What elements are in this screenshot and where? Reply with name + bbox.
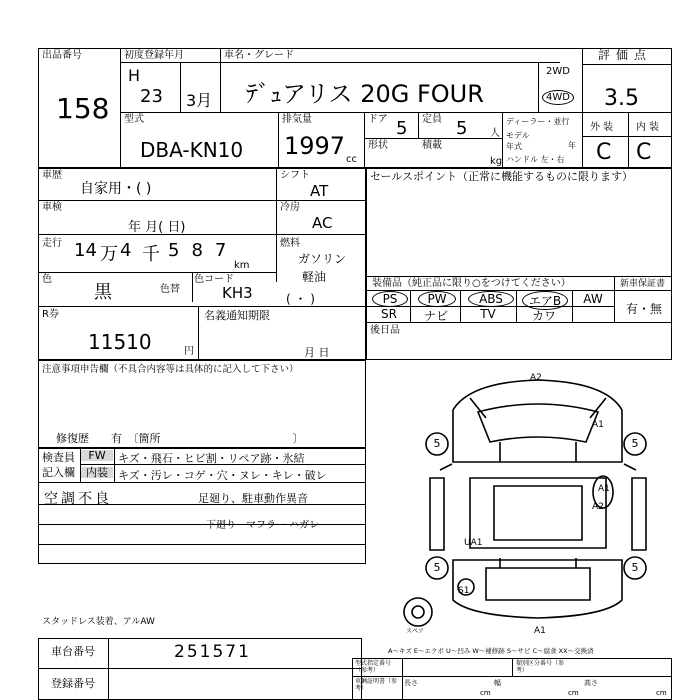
drive-4wd: 4WD [542, 90, 574, 105]
model-value: DBA-KN10 [140, 138, 244, 162]
model-year-label: モデル年式 [506, 131, 530, 151]
year-unit: 年 [568, 141, 576, 150]
fuel-label: 燃料 [280, 238, 300, 249]
mileage-label: 走行 [42, 238, 62, 249]
sales-point-label: セールスポイント（正常に機能するものに限ります） [370, 170, 634, 183]
chassis-value: 251571 [174, 642, 251, 662]
capacity-value: 5 [456, 118, 468, 139]
aircon-value: AC [312, 214, 333, 232]
km-unit: km [234, 260, 250, 271]
equip-ps: PS [372, 291, 408, 307]
equipment-label: 装備品（純正品に限り○をつけてください） [372, 278, 571, 289]
notice-value: 月 日 [304, 346, 330, 359]
damage-mark-a2-side: A2 [592, 502, 604, 512]
interior-label: 内装 [636, 122, 662, 133]
name-grade-value: ﾃﾞｭアリス 20G FOUR [246, 80, 484, 108]
remark-aircon: 空調不良 [44, 491, 112, 507]
displacement-label: 排気量 [282, 114, 312, 125]
tire-mark-rr: 5 [631, 561, 639, 574]
damage-mark-s1: S1 [458, 586, 470, 596]
repair-history: 修復歴 有 〔箇所 〕 [56, 432, 304, 445]
year-value: 23 [140, 86, 163, 107]
shape-label: 形状 [368, 140, 388, 151]
equip-tv: TV [480, 307, 496, 321]
month-value: 3月 [186, 91, 213, 110]
damage-mark-ua1: UA1 [464, 538, 483, 548]
mileage-rest: 587 [168, 240, 239, 261]
yen-unit: 円 [184, 346, 194, 357]
width-label: 幅 [494, 679, 501, 687]
height-label: 高さ [584, 679, 598, 687]
mileage-thou: 4 [120, 240, 132, 261]
fuel-other: ( ・ ) [286, 292, 315, 306]
color-change-label: 色替 [160, 284, 180, 295]
recycle-value: 11510 [88, 330, 152, 354]
damage-mark-a1-rear: A1 [534, 626, 546, 636]
tire-mark-rl: 5 [433, 561, 441, 574]
capacity-label: 定員 [422, 114, 442, 125]
recycle-label: R券 [42, 309, 59, 320]
notes-label: 注意事項申告欄（不具合内容等は具体的に記入して下さい） [42, 364, 299, 375]
equip-navi: ナビ [423, 309, 448, 323]
score-value: 3.5 [604, 86, 639, 111]
shift-value: AT [310, 182, 329, 200]
model-label: 型式 [124, 114, 144, 125]
length-label: 長さ [404, 679, 418, 687]
remark-suspension: 足廻り、駐車動作異音 [198, 492, 308, 505]
inspector-label-2: 記入欄 [42, 466, 75, 479]
mileage-sen-unit: 千 [142, 244, 160, 265]
shift-label: シフト [280, 170, 310, 181]
fw-items: キズ・飛石・ヒビ割・リペア跡・氷結 [118, 452, 305, 465]
fuel-gas: ガソリン [298, 252, 347, 266]
int-items: キズ・汚レ・コゲ・穴・ヌレ・キレ・破レ [118, 469, 327, 482]
displacement-value: 1997 [284, 132, 346, 160]
dealer-label: ディーラー・並行 [506, 117, 570, 126]
height-cm: cm [656, 689, 667, 697]
spare-label: スペア [406, 628, 425, 635]
cc-unit: cc [346, 154, 357, 165]
equip-leather: カワ [531, 309, 556, 323]
int-label: 内装 [81, 467, 113, 478]
usage-value: 自家用・( ) [80, 181, 152, 197]
cert-label: 車輌証明書（参考） [355, 678, 398, 692]
damage-mark-a2-top: A2 [530, 373, 542, 383]
mileage-man-unit: 万 [100, 244, 118, 265]
inspection-value: 年 月( 日) [128, 220, 186, 235]
aircon-label: 冷房 [280, 202, 300, 213]
equip-airbag: エアB [522, 291, 568, 310]
warranty-label: 新車保証書 [620, 279, 666, 289]
damage-mark-a1-right: A1 [592, 420, 604, 430]
damage-legend: A～キズ E～エクボ U～凹み W～補修跡 S～サビ C～腐食 XX～交換済 [388, 647, 594, 655]
mileage-man: 14 [74, 240, 97, 261]
chassis-label: 車台番号 [51, 645, 95, 658]
usage-label: 車歴 [42, 170, 62, 181]
remark-muffler: 下廻り マフラー ハガレ [206, 520, 320, 531]
era-value: H [128, 66, 141, 85]
person-unit: 人 [490, 128, 500, 139]
handle-label: ハンドル 左・右 [506, 155, 565, 164]
warranty-value: 有・無 [626, 302, 663, 316]
reg-label: 登録番号 [51, 677, 95, 690]
lot-no-label: 出品番号 [42, 50, 82, 61]
damage-mark-a1-side: A1 [598, 484, 610, 494]
color-code-value: KH3 [222, 284, 253, 302]
interior-value: C [636, 140, 652, 165]
length-cm: cm [480, 689, 491, 697]
first-reg-label: 初度登録年月 [124, 50, 184, 61]
equip-pw: PW [418, 291, 456, 307]
drive-2wd: 2WD [546, 66, 570, 77]
equip-abs: ABS [468, 291, 514, 307]
color-code-label: 色コード [194, 274, 234, 285]
notice-label: 名義通知期限 [204, 309, 270, 322]
inspection-label: 車検 [42, 202, 62, 213]
name-grade-label: 車名・グレード [224, 50, 294, 61]
equip-sr: SR [381, 307, 397, 321]
rear-seat-label: 後日品 [370, 325, 400, 336]
inspector-label-1: 検査員 [42, 451, 75, 464]
exterior-label: 外装 [590, 122, 616, 133]
width-cm: cm [568, 689, 579, 697]
remark-studless: スタッドレス装着、アルAW [42, 617, 155, 627]
door-value: 5 [396, 118, 408, 139]
tire-mark-fr: 5 [631, 437, 639, 450]
fw-label: FW [81, 450, 113, 461]
equip-aw: AW [583, 292, 603, 306]
score-label: 評価点 [598, 48, 653, 62]
type-approval-label: 型式指定番号（参考） [355, 660, 392, 674]
exterior-value: C [596, 140, 612, 165]
color-label: 色 [42, 274, 52, 285]
lot-no-value: 158 [56, 92, 110, 125]
tire-mark-fl: 5 [433, 437, 441, 450]
color-value: 黒 [94, 282, 112, 303]
fuel-diesel: 軽油 [302, 270, 327, 284]
door-label: ドア [368, 114, 388, 125]
kg-unit: kg [490, 156, 503, 167]
load-label: 積載 [422, 140, 442, 151]
class-label: 類別区分番号（参考） [516, 660, 565, 674]
